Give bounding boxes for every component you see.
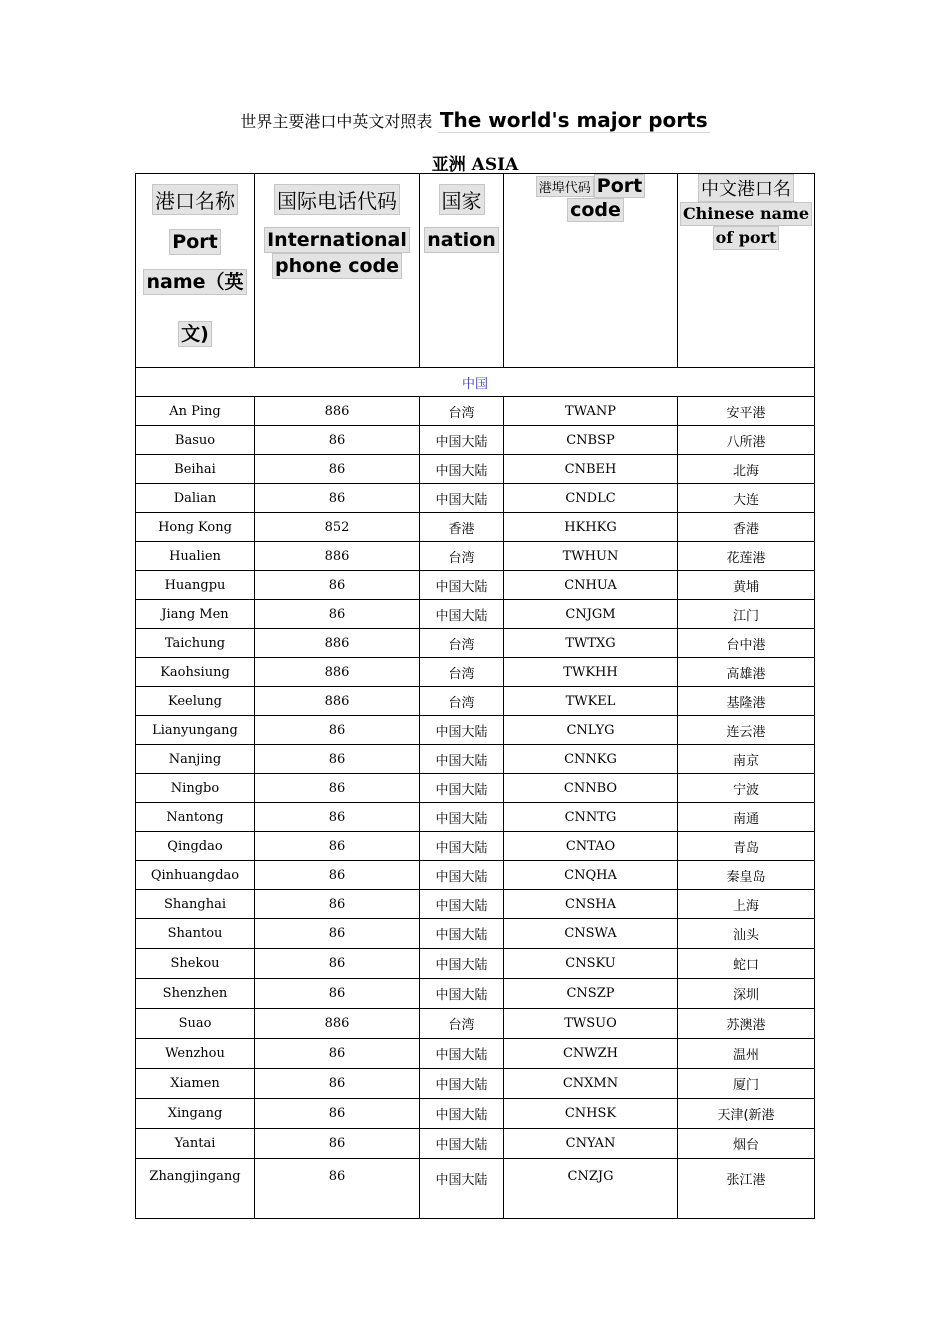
header-port-code	[504, 174, 678, 368]
chinese-name-cell: 烟台	[678, 1129, 815, 1159]
nation-cell: 中国大陆	[420, 1069, 504, 1099]
header-code-en: Port	[594, 174, 645, 198]
nation-cell: 中国大陆	[420, 803, 504, 832]
chinese-name-cell: 张江港	[678, 1159, 815, 1219]
phone-code-cell: 86	[255, 949, 420, 979]
nation-cell: 中国大陆	[420, 571, 504, 600]
header-port-name	[136, 174, 255, 368]
port-code-cell: CNQHA	[504, 861, 678, 890]
port-name-cell: Lianyungang	[136, 716, 255, 745]
phone-code-cell: 86	[255, 861, 420, 890]
chinese-name-cell: 苏澳港	[678, 1009, 815, 1039]
port-code-cell: CNNBO	[504, 774, 678, 803]
page-title	[0, 108, 950, 132]
port-name-cell: Shekou	[136, 949, 255, 979]
phone-code-cell: 86	[255, 600, 420, 629]
table-row	[136, 397, 815, 426]
header-phone-cn: 国际电话代码	[274, 184, 400, 215]
phone-code-cell: 86	[255, 890, 420, 919]
port-code-cell: CNLYG	[504, 716, 678, 745]
phone-code-cell: 86	[255, 1129, 420, 1159]
chinese-name-cell: 安平港	[678, 397, 815, 426]
port-code-cell: CNSKU	[504, 949, 678, 979]
port-code-cell: CNBEH	[504, 455, 678, 484]
port-code-cell: CNXMN	[504, 1069, 678, 1099]
nation-cell: 中国大陆	[420, 919, 504, 949]
table-row	[136, 832, 815, 861]
header-nation-en: nation	[424, 227, 499, 253]
table-row	[136, 1099, 815, 1129]
ports-table	[135, 173, 815, 1219]
port-name-cell: Jiang Men	[136, 600, 255, 629]
port-name-cell: Qinhuangdao	[136, 861, 255, 890]
table-row	[136, 1159, 815, 1219]
table-row	[136, 571, 815, 600]
port-code-cell: CNSZP	[504, 979, 678, 1009]
port-code-cell: TWHUN	[504, 542, 678, 571]
table-row	[136, 890, 815, 919]
port-code-cell: CNHSK	[504, 1099, 678, 1129]
port-code-cell: CNNKG	[504, 745, 678, 774]
phone-code-cell: 886	[255, 658, 420, 687]
title-english: The world's major ports	[439, 108, 708, 132]
nation-cell: 台湾	[420, 687, 504, 716]
port-name-cell: Shantou	[136, 919, 255, 949]
title-chinese: 世界主要港口中英文对照表	[240, 112, 433, 131]
section-subtitle: 亚洲 ASIA	[431, 155, 519, 175]
nation-cell: 中国大陆	[420, 484, 504, 513]
nation-cell: 台湾	[420, 542, 504, 571]
table-row	[136, 484, 815, 513]
port-name-cell: Keelung	[136, 687, 255, 716]
region-row	[136, 368, 815, 397]
nation-cell: 中国大陆	[420, 455, 504, 484]
chinese-name-cell: 连云港	[678, 716, 815, 745]
region-label: 中国	[136, 368, 815, 397]
port-code-cell: CNWZH	[504, 1039, 678, 1069]
nation-cell: 中国大陆	[420, 774, 504, 803]
phone-code-cell: 886	[255, 1009, 420, 1039]
chinese-name-cell: 青岛	[678, 832, 815, 861]
nation-cell: 中国大陆	[420, 979, 504, 1009]
phone-code-cell: 86	[255, 426, 420, 455]
port-code-cell: CNHUA	[504, 571, 678, 600]
table-row	[136, 687, 815, 716]
nation-cell: 中国大陆	[420, 1129, 504, 1159]
header-port-name-en2: name（英	[143, 269, 246, 295]
chinese-name-cell: 黄埔	[678, 571, 815, 600]
chinese-name-cell: 南京	[678, 745, 815, 774]
phone-code-cell: 86	[255, 979, 420, 1009]
port-name-cell: Wenzhou	[136, 1039, 255, 1069]
port-code-cell: CNZJG	[504, 1159, 678, 1219]
header-port-name-cn: 港口名称	[152, 184, 238, 215]
phone-code-cell: 86	[255, 774, 420, 803]
header-nation	[420, 174, 504, 368]
port-name-cell: Qingdao	[136, 832, 255, 861]
nation-cell: 中国大陆	[420, 832, 504, 861]
header-phone-en: International	[264, 227, 410, 253]
nation-cell: 台湾	[420, 629, 504, 658]
port-code-cell: TWKHH	[504, 658, 678, 687]
phone-code-cell: 86	[255, 1069, 420, 1099]
header-code-cn: 港埠代码	[536, 176, 594, 197]
table-row	[136, 979, 815, 1009]
port-code-cell: CNSHA	[504, 890, 678, 919]
chinese-name-cell: 南通	[678, 803, 815, 832]
port-name-cell: Basuo	[136, 426, 255, 455]
chinese-name-cell: 基隆港	[678, 687, 815, 716]
nation-cell: 中国大陆	[420, 745, 504, 774]
phone-code-cell: 886	[255, 629, 420, 658]
nation-cell: 中国大陆	[420, 426, 504, 455]
table-row	[136, 658, 815, 687]
chinese-name-cell: 深圳	[678, 979, 815, 1009]
port-name-cell: Hualien	[136, 542, 255, 571]
port-code-cell: CNTAO	[504, 832, 678, 861]
port-code-cell: HKHKG	[504, 513, 678, 542]
port-code-cell: CNSWA	[504, 919, 678, 949]
table-row	[136, 455, 815, 484]
nation-cell: 香港	[420, 513, 504, 542]
chinese-name-cell: 香港	[678, 513, 815, 542]
table-row	[136, 919, 815, 949]
header-phone-code	[255, 174, 420, 368]
chinese-name-cell: 汕头	[678, 919, 815, 949]
port-code-cell: TWTXG	[504, 629, 678, 658]
chinese-name-cell: 秦皇岛	[678, 861, 815, 890]
port-code-cell: CNJGM	[504, 600, 678, 629]
table-row	[136, 426, 815, 455]
nation-cell: 台湾	[420, 397, 504, 426]
header-cnname-en2: of port	[713, 226, 780, 250]
table-row	[136, 949, 815, 979]
chinese-name-cell: 宁波	[678, 774, 815, 803]
nation-cell: 中国大陆	[420, 1099, 504, 1129]
chinese-name-cell: 大连	[678, 484, 815, 513]
port-name-cell: Dalian	[136, 484, 255, 513]
table-row	[136, 629, 815, 658]
table-row	[136, 774, 815, 803]
port-code-cell: CNYAN	[504, 1129, 678, 1159]
nation-cell: 台湾	[420, 658, 504, 687]
port-code-cell: CNDLC	[504, 484, 678, 513]
port-name-cell: Nanjing	[136, 745, 255, 774]
port-name-cell: Nantong	[136, 803, 255, 832]
phone-code-cell: 86	[255, 484, 420, 513]
table-row	[136, 542, 815, 571]
table-row	[136, 600, 815, 629]
header-cnname-cn: 中文港口名	[698, 174, 794, 202]
phone-code-cell: 86	[255, 1039, 420, 1069]
phone-code-cell: 86	[255, 716, 420, 745]
port-code-cell: TWKEL	[504, 687, 678, 716]
chinese-name-cell: 温州	[678, 1039, 815, 1069]
nation-cell: 中国大陆	[420, 600, 504, 629]
table-row	[136, 1069, 815, 1099]
table-row	[136, 803, 815, 832]
chinese-name-cell: 天津(新港	[678, 1099, 815, 1129]
chinese-name-cell: 北海	[678, 455, 815, 484]
nation-cell: 中国大陆	[420, 1039, 504, 1069]
phone-code-cell: 886	[255, 687, 420, 716]
table-header-row	[136, 174, 815, 368]
table-row	[136, 745, 815, 774]
port-name-cell: Zhangjingang	[136, 1159, 255, 1219]
port-name-cell: Taichung	[136, 629, 255, 658]
table-row	[136, 1009, 815, 1039]
chinese-name-cell: 厦门	[678, 1069, 815, 1099]
table-row	[136, 1129, 815, 1159]
chinese-name-cell: 蛇口	[678, 949, 815, 979]
port-name-cell: Shanghai	[136, 890, 255, 919]
port-name-cell: Hong Kong	[136, 513, 255, 542]
chinese-name-cell: 高雄港	[678, 658, 815, 687]
table-row	[136, 861, 815, 890]
phone-code-cell: 86	[255, 832, 420, 861]
table-row	[136, 513, 815, 542]
header-chinese-name	[678, 174, 815, 368]
phone-code-cell: 86	[255, 571, 420, 600]
nation-cell: 中国大陆	[420, 890, 504, 919]
port-name-cell: Shenzhen	[136, 979, 255, 1009]
header-port-name-en: Port	[169, 229, 220, 255]
port-code-cell: CNBSP	[504, 426, 678, 455]
table-row	[136, 716, 815, 745]
nation-cell: 中国大陆	[420, 949, 504, 979]
port-code-cell: TWSUO	[504, 1009, 678, 1039]
port-name-cell: Kaohsiung	[136, 658, 255, 687]
port-name-cell: Suao	[136, 1009, 255, 1039]
chinese-name-cell: 江门	[678, 600, 815, 629]
header-nation-cn: 国家	[439, 184, 485, 215]
phone-code-cell: 886	[255, 397, 420, 426]
header-cnname-en: Chinese name	[680, 202, 812, 226]
port-code-cell: CNNTG	[504, 803, 678, 832]
nation-cell: 中国大陆	[420, 861, 504, 890]
port-name-cell: Beihai	[136, 455, 255, 484]
nation-cell: 台湾	[420, 1009, 504, 1039]
nation-cell: 中国大陆	[420, 1159, 504, 1219]
chinese-name-cell: 台中港	[678, 629, 815, 658]
port-name-cell: Huangpu	[136, 571, 255, 600]
phone-code-cell: 86	[255, 919, 420, 949]
header-code-en2: code	[567, 198, 624, 222]
chinese-name-cell: 上海	[678, 890, 815, 919]
phone-code-cell: 86	[255, 745, 420, 774]
phone-code-cell: 852	[255, 513, 420, 542]
phone-code-cell: 86	[255, 803, 420, 832]
nation-cell: 中国大陆	[420, 716, 504, 745]
header-phone-en2: phone code	[272, 253, 402, 279]
chinese-name-cell: 八所港	[678, 426, 815, 455]
port-name-cell: An Ping	[136, 397, 255, 426]
header-port-name-en3: 文)	[178, 321, 212, 347]
phone-code-cell: 86	[255, 1099, 420, 1129]
port-name-cell: Xingang	[136, 1099, 255, 1129]
port-name-cell: Ningbo	[136, 774, 255, 803]
port-name-cell: Xiamen	[136, 1069, 255, 1099]
chinese-name-cell: 花莲港	[678, 542, 815, 571]
table-row	[136, 1039, 815, 1069]
port-code-cell: TWANP	[504, 397, 678, 426]
phone-code-cell: 86	[255, 1159, 420, 1219]
port-name-cell: Yantai	[136, 1129, 255, 1159]
phone-code-cell: 886	[255, 542, 420, 571]
phone-code-cell: 86	[255, 455, 420, 484]
